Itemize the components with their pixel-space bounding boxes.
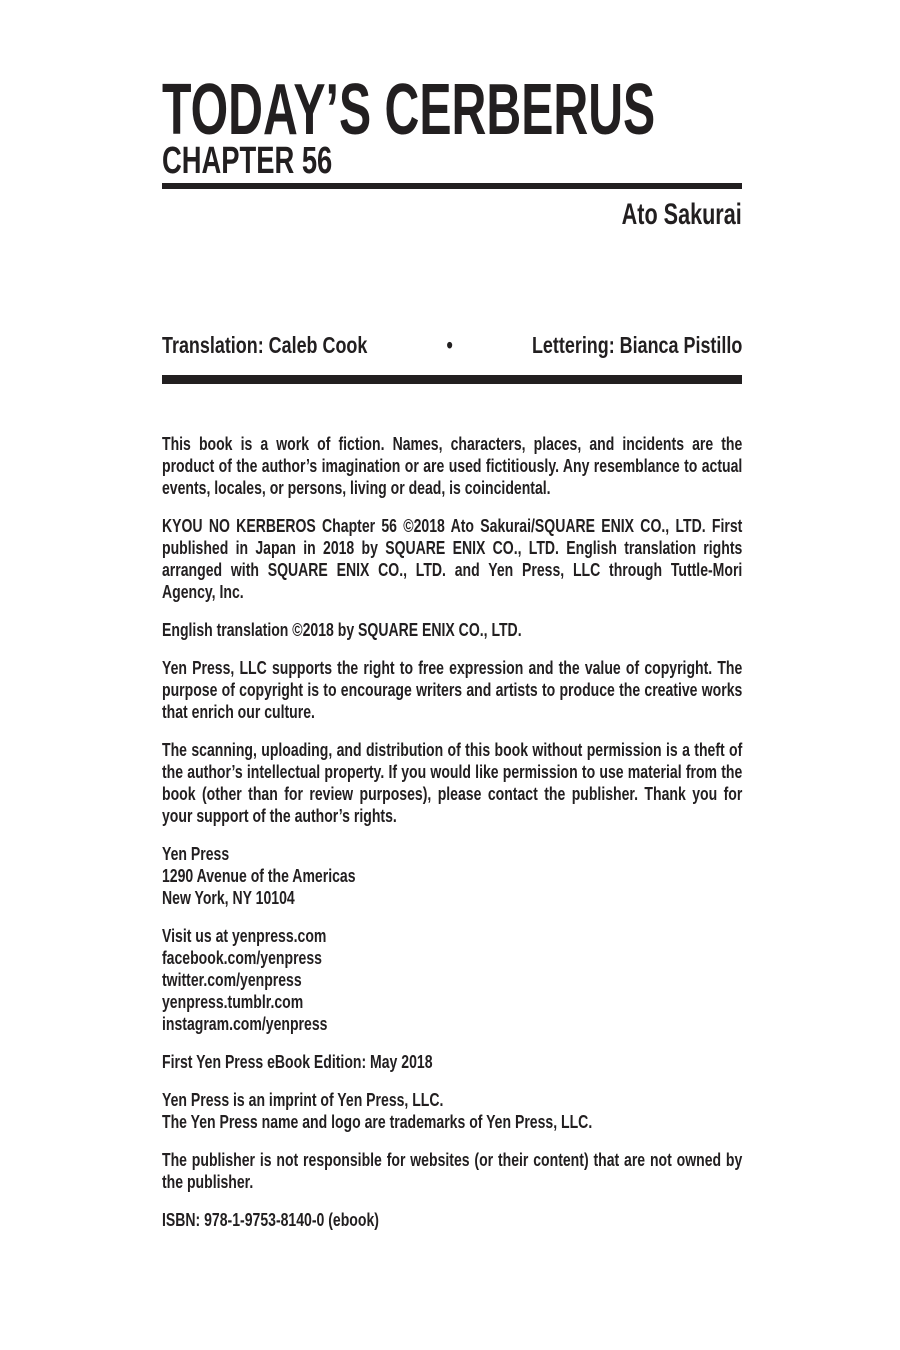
english-translation-copyright: English translation ©2018 by SQUARE ENIX CO., LTD. — [162, 620, 522, 640]
legal-text — [162, 433, 742, 1247]
publisher-city: New York, NY 10104 — [162, 888, 295, 908]
imprint-line: Yen Press is an imprint of Yen Press, LLC. — [162, 1090, 444, 1110]
page-title: TODAY’S CERBERUS — [162, 70, 656, 150]
website-disclaimer: The publisher is not responsible for websites (or their content) that are not owned by the publisher. — [162, 1150, 743, 1192]
credit-bullet: • — [446, 332, 453, 358]
facebook-link[interactable]: facebook.com/yenpress — [162, 948, 322, 968]
tumblr-link[interactable]: yenpress.tumblr.com — [162, 992, 304, 1012]
publisher-links — [162, 925, 742, 1035]
isbn: ISBN: 978-1-9753-8140-0 (ebook) — [162, 1210, 379, 1230]
chapter-heading: CHAPTER 56 — [162, 140, 333, 182]
translation-credit: Translation: Caleb Cook — [162, 332, 368, 358]
author-name: Ato Sakurai — [621, 198, 742, 231]
imprint-note — [162, 1089, 742, 1133]
lettering-credit: Lettering: Bianca Pistillo — [531, 332, 743, 358]
copyright-notice: KYOU NO KERBEROS Chapter 56 ©2018 Ato Sakurai/SQUARE ENIX CO., LTD. First published in Japan in 2018 by SQUARE ENIX CO., LTD. English translation rights arranged with SQUARE ENIX CO., LTD. and Yen Press, LLC through Tuttle-Mori Agency, Inc. — [162, 516, 743, 602]
credits-divider — [162, 375, 742, 384]
publisher-name: Yen Press — [162, 844, 230, 864]
instagram-link[interactable]: instagram.com/yenpress — [162, 1014, 328, 1034]
twitter-link[interactable]: twitter.com/yenpress — [162, 970, 302, 990]
ebook-edition-note: First Yen Press eBook Edition: May 2018 — [162, 1052, 433, 1072]
title-divider — [162, 183, 742, 189]
publisher-street: 1290 Avenue of the Americas — [162, 866, 356, 886]
fiction-disclaimer: This book is a work of fiction. Names, characters, places, and incidents are the product of the author’s imagination or are used fictitiously. Any resemblance to actual events, locales, or persons, living or dead, is coincidental. — [162, 434, 743, 498]
trademark-line: The Yen Press name and logo are trademarks of Yen Press, LLC. — [162, 1112, 593, 1132]
publisher-address — [162, 843, 742, 909]
piracy-notice: The scanning, uploading, and distribution of this book without permission is a theft of the author’s intellectual property. If you would like permission to use material from the book (other than for review purposes), please contact the publisher. Thank you for your support of the author’s rights. — [162, 740, 743, 826]
credits-row — [162, 334, 742, 357]
free-expression-statement: Yen Press, LLC supports the right to free expression and the value of copyright. The purpose of copyright is to encourage writers and artists to produce the creative works that enrich our culture. — [162, 658, 743, 722]
website-link[interactable]: Visit us at yenpress.com — [162, 926, 327, 946]
